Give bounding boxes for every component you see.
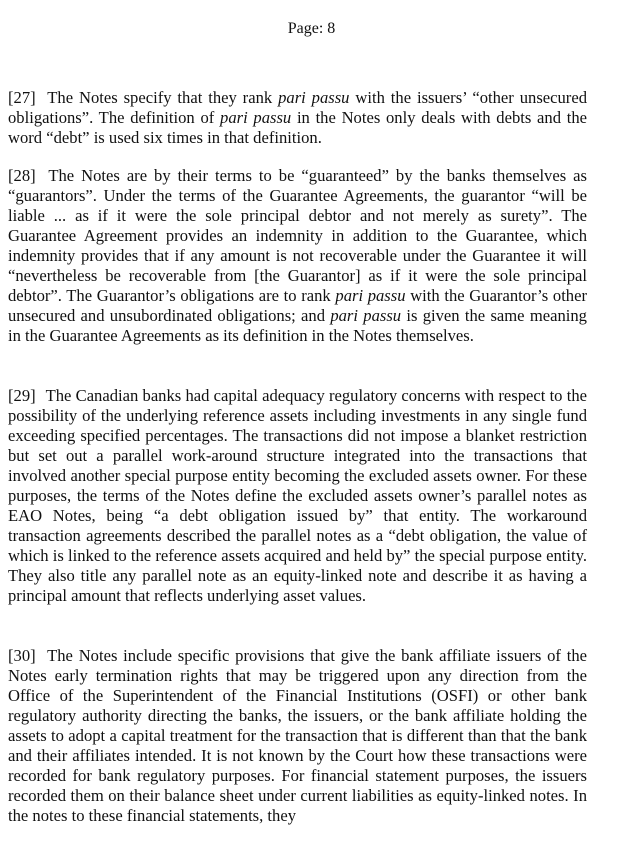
text-segment: The Notes specify that they rank — [47, 88, 279, 107]
text-segment: The Canadian banks had capital adequacy regulatory concerns with respect to the possibility of the underlying reference assets including investments in any single fund exceeding specified percentages. The transactions did not impose a blanket restriction but set out a parallel work-around structure integrated into the transactions that involved another special purpose entity becoming the excluded assets owner. For these purposes, the terms of the Notes define the excluded assets owner’s parallel notes as EAO Notes, being “a debt obligation issued by” that entity. The workaround transaction agreements described the parallel notes as a “debt obligation, the value of which is linked to the reference assets acquired and held by” the special purpose entity. They also title any parallel note as an equity-linked note and describe it as having a principal amount that reflects underlying asset values. — [8, 386, 587, 605]
italic-term: pari passu — [335, 286, 406, 305]
text-segment: The Notes include specific provisions that give the bank affiliate issuers of the Notes early termination rights that may be triggered upon any direction from the Office of the Superintendent of the Financial Institutions (OSFI) or other bank regulatory authority directing the banks, the issuers, or the bank affiliate holding the assets to adopt a capital treatment for the transaction that is different than that the bank and their affiliates intended. It is not known by the Court how these transactions were recorded for bank regulatory purposes. For financial statement purposes, the issuers recorded them on their balance sheet under current liabilities as equity-linked notes. In the notes to these financial statements, they — [8, 646, 587, 825]
paragraph-30 — [8, 646, 587, 826]
paragraph-27 — [8, 88, 587, 148]
italic-term: pari passu — [330, 306, 402, 325]
italic-term: pari passu — [278, 88, 350, 107]
paragraph-number: [29] — [8, 386, 36, 405]
text-segment: with the Guarantor’s other unsecured and unsubordinated obligations; and — [8, 286, 587, 325]
paragraph-number: [30] — [8, 646, 36, 665]
page-number-header: Page: 8 — [287, 20, 336, 37]
paragraph-number: [28] — [8, 166, 36, 185]
paragraph-number: [27] — [8, 88, 36, 107]
paragraph-29 — [8, 386, 587, 606]
paragraph-28 — [8, 166, 587, 346]
text-segment: The Notes are by their terms to be “guaranteed” by the banks themselves as “guarantors”. Under the terms of the Guarantee Agreements, the guarantor “will be liable ... as if it were the sole principal debtor and not merely as surety”. The Guarantee Agreement provides an indemnity in addition to the Guarantee, which indemnity provides that if any amount is not recoverable under the Guarantee it will “nevertheless be recoverable from [the Guarantor] as if it were the sole principal debtor”. The Guarantor’s obligations are to rank — [8, 166, 587, 305]
text-segment: with the issuers’ “other unsecured obligations”. The definition of — [8, 88, 587, 127]
italic-term: pari passu — [220, 108, 292, 127]
text-segment: is given the same meaning in the Guarantee Agreements as its definition in the Notes themselves. — [8, 306, 587, 345]
text-segment: in the Notes only deals with debts and the word “debt” is used six times in that definition. — [8, 108, 587, 147]
